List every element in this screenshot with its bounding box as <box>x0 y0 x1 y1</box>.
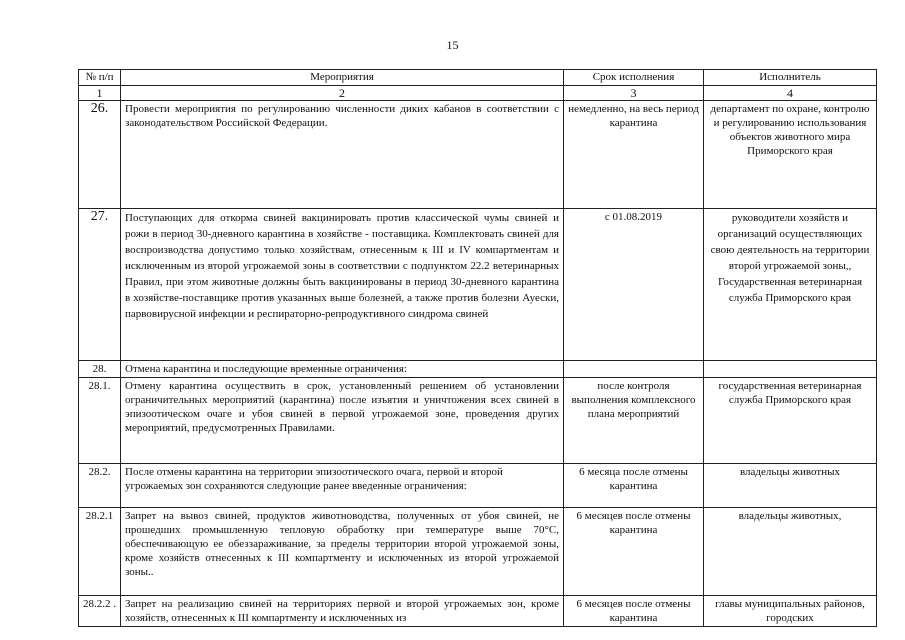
row-deadline: 6 месяца после отмены карантина <box>564 464 704 508</box>
table-row <box>79 464 877 508</box>
row-number: 28.2.1 <box>79 508 121 596</box>
header-executor: Исполнитель <box>704 70 877 86</box>
table-row <box>79 101 877 209</box>
row-measure: Провести мероприятия по регулированию численности диких кабанов в соответствии с законодательством Российской Федерации. <box>121 101 564 209</box>
row-number: 28. <box>79 361 121 378</box>
table-row <box>79 508 877 596</box>
column-number: 1 <box>79 86 121 101</box>
header-measures: Мероприятия <box>121 70 564 86</box>
row-deadline: 6 месяцев после отмены карантина <box>564 508 704 596</box>
row-executor: владельцы животных <box>704 464 877 508</box>
row-executor: государственная ветеринарная служба Приморского края <box>704 378 877 464</box>
row-number: 26. <box>79 101 121 209</box>
row-deadline: 6 месяцев после отмены карантина <box>564 596 704 627</box>
row-executor: департамент по охране, контролю и регулированию использования объектов животного мира Приморского края <box>704 101 877 209</box>
row-measure: Поступающих для откорма свиней вакцинировать против классической чумы свиней и рожи в период 30-дневного карантина в хозяйстве - поставщика. Комплектовать свиней для воспроизводства допустимо только хозяйствам, отнесенным к III и IV компартментам и исключенным из второй угрожаемой зоны в соответствии с подпунктом 22.2 ветеринарных Правил, при этом животные должны быть вакцинированы в период 30-дневного карантина в хозяйстве-поставщике против указанных выше болезней, а также против болезни Ауески, парвовирусной инфекции и респираторно-репродуктивного синдрома свиней <box>121 209 564 361</box>
measures-table <box>78 69 877 627</box>
row-executor: владельцы животных, <box>704 508 877 596</box>
row-measure: Отмену карантина осуществить в срок, установленный решением об установлении ограничительных мероприятий (карантина) после изъятия и уничтожения всех свиней в эпизоотическом очаге и убоя свиней в первой угрожаемой зоне, проведения других мероприятий, предусмотренных Правилами. <box>121 378 564 464</box>
row-executor: руководители хозяйств и организаций осуществляющих свою деятельность на территории второй угрожаемой зоны,, Государственная ветеринарная служба Приморского края <box>704 209 877 361</box>
row-measure: Запрет на вывоз свиней, продуктов животноводства, полученных от убоя свиней, не прошедших промышленную тепловую обработку при температуре выше 70°С, обеспечивающую ее обеззараживание, за пределы территории второй угрожаемой зоны, кроме хозяйств отнесенных к III компартменту и исключенных из второй угрожаемой зоны.. <box>121 508 564 596</box>
header-deadline: Срок исполнения <box>564 70 704 86</box>
table-row <box>79 596 877 627</box>
table-row <box>79 209 877 361</box>
row-executor: главы муниципальных районов, городских <box>704 596 877 627</box>
row-number: 27. <box>79 209 121 361</box>
header-num: № п/п <box>79 70 121 86</box>
row-executor <box>704 361 877 378</box>
row-measure: Запрет на реализацию свиней на территориях первой и второй угрожаемых зон, кроме хозяйств, отнесенных к III компартменту и исключенных из <box>121 596 564 627</box>
row-number: 28.2.2 . <box>79 596 121 627</box>
row-deadline: после контроля выполнения комплексного плана мероприятий <box>564 378 704 464</box>
table-row <box>79 378 877 464</box>
row-deadline: немедленно, на весь период карантина <box>564 101 704 209</box>
row-deadline: с 01.08.2019 <box>564 209 704 361</box>
column-number: 2 <box>121 86 564 101</box>
column-number-row <box>79 86 877 101</box>
page-number: 15 <box>446 38 459 52</box>
column-number: 4 <box>704 86 877 101</box>
row-measure: После отмены карантина на территории эпизоотического очага, первой и второй угрожаемых зон сохраняются следующие ранее введенные ограничения: <box>121 464 564 508</box>
section-title: Отмена карантина и последующие временные ограничения: <box>121 361 564 378</box>
row-number: 28.2. <box>79 464 121 508</box>
table-header-row <box>79 70 877 86</box>
column-number: 3 <box>564 86 704 101</box>
row-number: 28.1. <box>79 378 121 464</box>
section-row <box>79 361 877 378</box>
row-deadline <box>564 361 704 378</box>
